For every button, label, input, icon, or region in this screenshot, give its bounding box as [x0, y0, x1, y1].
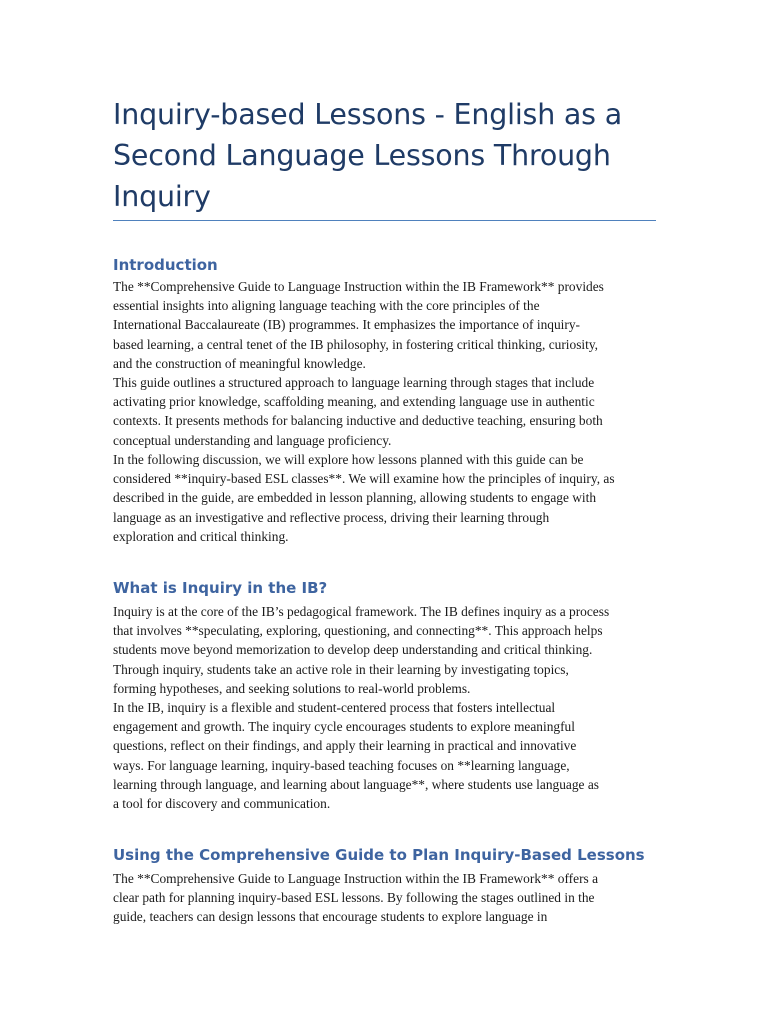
text-line: The **Comprehensive Guide to Language Instruction within the IB Framework** provides	[113, 279, 604, 294]
text-line: Inquiry is at the core of the IB’s pedagogical framework. The IB defines inquiry as a process	[113, 604, 610, 619]
text-line: Through inquiry, students take an active role in their learning by investigating topics,	[113, 661, 569, 677]
text-line: learning through language, and learning about language**, where students use language as	[113, 776, 599, 792]
text-line: language as an investigative and reflective process, driving their learning through	[113, 509, 550, 525]
text-line: and the construction of meaningful knowledge.	[113, 355, 366, 371]
text-line: The **Comprehensive Guide to Language Instruction within the IB Framework** offers a	[113, 871, 599, 886]
text-line: contexts. It presents methods for balancing inductive and deductive teaching, ensuring both	[113, 413, 603, 429]
title-line: Inquiry	[113, 180, 211, 213]
text-line: In the following discussion, we will explore how lessons planned with this guide can be	[113, 452, 584, 467]
text-line: exploration and critical thinking.	[113, 528, 289, 544]
text-line: International Baccalaureate (IB) programmes. It emphasizes the importance of inquiry-	[113, 317, 580, 333]
paragraph	[113, 277, 656, 373]
paragraph	[113, 698, 656, 813]
text-line: In the IB, inquiry is a flexible and student-centered process that fosters intellectual	[113, 700, 556, 715]
title-line: Second Language Lessons Through	[113, 139, 611, 172]
text-line: students move beyond memorization to develop deep understanding and critical thinking.	[113, 642, 593, 658]
text-line: guide, teachers can design lessons that encourage students to explore language in	[113, 909, 548, 925]
text-line: conceptual understanding and language proficiency.	[113, 432, 392, 448]
text-line: based learning, a central tenet of the IB philosophy, in fostering critical thinking, curiosity,	[113, 336, 599, 352]
text-line: ways. For language learning, inquiry-based teaching focuses on **learning language,	[113, 757, 570, 773]
document-title	[113, 94, 656, 217]
paragraph	[113, 602, 656, 698]
title-divider	[113, 220, 656, 221]
section-heading-introduction: Introduction	[113, 256, 218, 274]
text-line: engagement and growth. The inquiry cycle encourages students to explore meaningful	[113, 719, 575, 735]
text-line: essential insights into aligning language teaching with the core principles of the	[113, 298, 540, 314]
text-line: described in the guide, are embedded in lesson planning, allowing students to engage with	[113, 490, 597, 506]
text-line: This guide outlines a structured approach to language learning through stages that include	[113, 375, 595, 390]
paragraph	[113, 373, 656, 450]
text-line: questions, reflect on their findings, and apply their learning in practical and innovative	[113, 738, 577, 754]
text-line: a tool for discovery and communication.	[113, 796, 331, 812]
section-heading-using-the-guide: Using the Comprehensive Guide to Plan Inquiry-Based Lessons	[113, 846, 645, 864]
paragraph	[113, 450, 656, 546]
document-page	[113, 0, 656, 1024]
text-line: that involves **speculating, exploring, questioning, and connecting**. This approach helps	[113, 623, 603, 639]
section-heading-what-is-inquiry: What is Inquiry in the IB?	[113, 579, 328, 597]
text-line: considered **inquiry-based ESL classes**. We will examine how the principles of inquiry, as	[113, 471, 615, 487]
text-line: forming hypotheses, and seeking solutions to real-world problems.	[113, 680, 471, 696]
paragraph	[113, 869, 656, 927]
text-line: clear path for planning inquiry-based ESL lessons. By following the stages outlined in the	[113, 890, 595, 906]
text-line: activating prior knowledge, scaffolding meaning, and extending language use in authentic	[113, 394, 595, 410]
title-line: Inquiry-based Lessons - English as a	[113, 98, 622, 131]
